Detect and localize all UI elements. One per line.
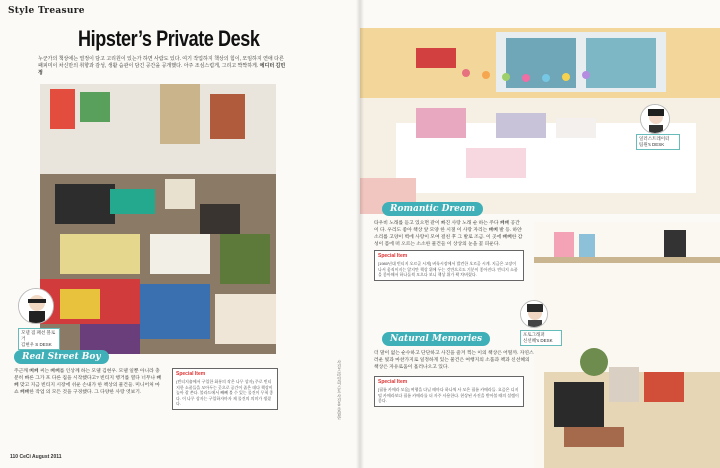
intro-text [38, 56, 288, 77]
special-item-title: Special Item [176, 371, 206, 377]
badge-real-street-boy: Real Street Boy [14, 350, 109, 364]
article-title: Hipster’s Private Desk [78, 26, 260, 51]
avatar-kim [18, 288, 54, 324]
special-item-box-left [172, 368, 278, 410]
person-label-kim: 모델 겸 패션 블로거 김현우 S DESK [18, 328, 60, 350]
special-item-text-1: [1980년대 빈티지 오르골 시계] 벼룩시장에서 발견한 오르골 시계. 지금은 고장이 나서 움직이지는 않지만 책상 위에 두는 것만으로도 기분이 좋아진다. 빈티지 소품을 좋아해서 하나둘씩 모으다 보니 책상 위가 꽉 차버렸다. [378, 261, 518, 277]
person-label-photographer: 포토그래퍼 신선혜's DESK [520, 330, 562, 346]
avatar-illustrator [640, 104, 670, 134]
special-item-box-right-2 [374, 376, 524, 407]
badge-romantic-dream: Romantic Dream [382, 202, 483, 216]
page-folio: 110 CeCi August 2011 [10, 454, 62, 460]
intro-body: 누군가의 책상에는 열정이 담고 고리원이 있는가 하면 사람도 있다. 여기 작업하지 책상의 힘이, 모임하지 연애 다른 패피미이 차신만의 취향과 감성, 생활 습관이 담긴 공간을 공개했다. 아주 조심스럽게, 그리고 짝짝하게. [38, 56, 284, 69]
special-item-text: (빈티지숍에서 구입한 화룡의 작은 나무 상자) 주로 빈티지한 소품들을 모아두는 곳으로 공간이 좁은 데다 책상이 높아 잘 쓴다. 볼라드에서 빼빼 볼 수 있는 물건이 무척 좋다. 이 나무 상자는 구입하자마자 제 물건의 의미가 생겼다. [176, 379, 274, 406]
section-label: Style Treasure [8, 6, 85, 16]
special-item-box-right-1 [374, 250, 524, 281]
spread-gutter [356, 0, 364, 468]
editor-credit: 에디터 김민정 [38, 63, 286, 76]
photo-credits: 사진/스타일리스트 사진을 클립한 [337, 360, 342, 420]
person-label-illustrator: 일러스트레이터 팀원's DESK [636, 134, 680, 150]
special-item-title-1: Special Item [378, 253, 408, 259]
right-page [360, 0, 720, 468]
body-text-left: 주근깨 빼빼 씨는 빼빼를 인상께 하는 모델 김현우. 모델 일뿐 아니라 충분히 빠른 그가 포 다른 집을 시작했다고? 빈티지 행거를 열다 너무나 빼빼 맞고 지금 빈티지 시장에 쉬운 손내가 한 책상의 물건들. 미니어처 마 쇼 빼빼한 작업 의 모든 것을 구경했다. 그 다양한 사랑 엿보기. [14, 369, 162, 395]
special-item-text-2: [필름 카메라 모음] 여행을 다닐 때마다 하나씩 사 모은 필름 카메라들. 요즘은 디지털 카메라보다 필름 카메라를 더 자주 사용한다. 현상된 사진을 받아볼 때의 설렘이 좋다. [378, 387, 519, 403]
badge-natural-memories: Natural Memories [382, 332, 490, 346]
avatar-photographer [520, 300, 548, 328]
special-item-title-2: Special Item [378, 379, 408, 385]
body-text-right-1: 타우비 노래를 듣고 있으면 같이 빠진 사랑 노래 순 하는 주다 빼빼 공간이 다. 우리도 좋아 책상 앞 모양 한 시절 이 사랑 자리는 빼빼 발 등. 하얀 소리를 고양이 벽에 사랑이 모여 걸친 후 그 발로 조금. 이 곳에 빼빼한 감성이 몸에 떠 오르는 소소한 물건들 이 상상의 눈을 꽃 피운다. [374, 221, 523, 247]
main-desk-photo [40, 84, 276, 354]
body-text-right-2: 더 말이 없는 순수하고 단단하고 사진을 즐겨 찍는 이의 책상은 어떨까. 자연스러운 빛과 마찬가지로 일정하게 있는 물건은 여행지의 소품과 책과 신선혜의 책상은 자유로움이 흘러나오고 있다. [374, 351, 534, 370]
